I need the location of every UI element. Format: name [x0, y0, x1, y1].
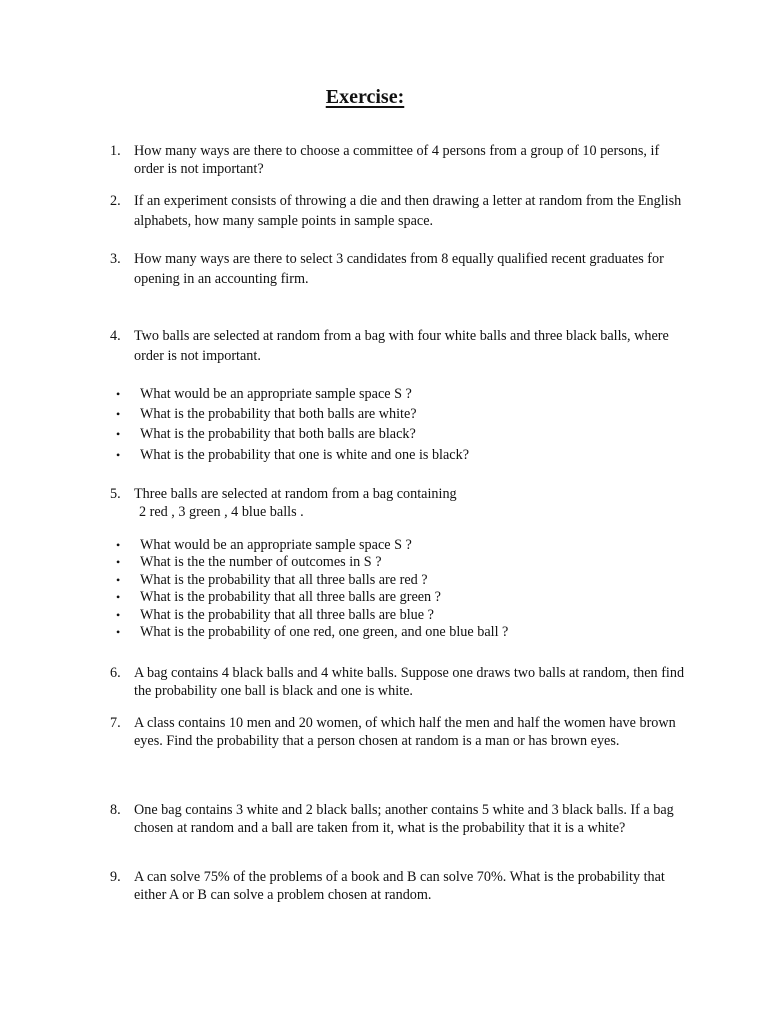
question-text: How many ways are there to choose a committee of 4 persons from a group of 10 persons, if order is not important?: [134, 143, 660, 177]
question-text: A can solve 75% of the problems of a book and B can solve 70%. What is the probability that either A or B can solve a problem chosen at random.: [134, 869, 665, 903]
bullet-icon: •: [116, 387, 121, 401]
bullet-icon: •: [116, 538, 121, 552]
list-item-text: What is the probability that all three balls are red ?: [140, 571, 428, 588]
question-9: [110, 869, 690, 904]
bullet-icon: •: [116, 572, 121, 587]
list-item: [116, 572, 676, 589]
list-item: [116, 554, 676, 571]
bullet-icon: •: [116, 427, 121, 442]
bullet-icon: •: [116, 407, 121, 422]
question-text-line: 2 red , 3 green , 4 blue balls .: [139, 503, 304, 520]
question-text: How many ways are there to select 3 candidates from 8 equally qualified recent graduates for opening in an accounting firm.: [134, 251, 664, 287]
question-5-bullet-list: [116, 537, 676, 641]
question-text-line: Three balls are selected at random from a bag containing: [134, 486, 457, 502]
list-item: [116, 589, 676, 606]
list-item: [116, 445, 676, 465]
list-item: [116, 607, 676, 624]
question-text: A bag contains 4 black balls and 4 white balls. Suppose one draws two balls at random, then find the probability one ball is black and one is white.: [134, 665, 685, 699]
bullet-icon: •: [116, 590, 121, 605]
question-number: 4.: [110, 328, 121, 344]
list-item: [116, 404, 676, 424]
list-item-text: What is the the number of outcomes in S ?: [140, 554, 382, 571]
question-4-bullet-list: [116, 384, 676, 465]
question-text: [134, 486, 690, 521]
list-item-text: What is the probability of one red, one green, and one blue ball ?: [140, 623, 509, 640]
question-5: [110, 486, 690, 521]
question-1: [110, 143, 690, 178]
bullet-icon: •: [116, 555, 121, 570]
list-item-text: What would be an appropriate sample space S ?: [140, 537, 412, 553]
list-item-text: What would be an appropriate sample space S ?: [140, 386, 412, 402]
list-item-text: What is the probability that all three balls are green ?: [140, 589, 441, 606]
page-title: Exercise:: [325, 86, 405, 108]
list-item-text: What is the probability that both balls are black?: [140, 426, 416, 443]
question-number: 8.: [110, 802, 121, 818]
question-3: [110, 250, 690, 289]
question-text: A class contains 10 men and 20 women, of which half the men and half the women have brown eyes. Find the probability that a person chosen at random is a man or has brown eyes.: [134, 715, 676, 749]
question-number: 5.: [110, 486, 121, 502]
bullet-icon: •: [116, 447, 121, 462]
question-number: 3.: [110, 251, 121, 267]
question-6: [110, 665, 690, 700]
question-text: Two balls are selected at random from a bag with four white balls and three black balls, where order is not important.: [134, 328, 669, 364]
question-8: [110, 802, 690, 837]
question-2: [110, 192, 690, 231]
question-7: [110, 715, 690, 750]
list-item: [116, 624, 676, 641]
question-number: 1.: [110, 143, 121, 159]
bullet-icon: •: [116, 607, 121, 622]
list-item-text: What is the probability that all three balls are blue ?: [140, 606, 434, 623]
question-number: 7.: [110, 715, 121, 731]
question-text: If an experiment consists of throwing a die and then drawing a letter at random from the English alphabets, how many sample points in sample space.: [134, 193, 682, 229]
question-4: [110, 327, 690, 366]
list-item-text: What is the probability that one is white and one is black?: [140, 446, 469, 463]
question-text: One bag contains 3 white and 2 black balls; another contains 5 white and 3 black balls. If a bag chosen at random and a ball are taken from it, what is the probability that it is a white?: [134, 802, 674, 836]
list-item: [116, 537, 676, 554]
list-item: [116, 384, 676, 404]
list-item-text: What is the probability that both balls are white?: [140, 406, 417, 423]
list-item: [116, 424, 676, 444]
bullet-icon: •: [116, 624, 121, 639]
question-number: 2.: [110, 193, 121, 209]
question-number: 9.: [110, 869, 121, 885]
question-number: 6.: [110, 665, 121, 681]
